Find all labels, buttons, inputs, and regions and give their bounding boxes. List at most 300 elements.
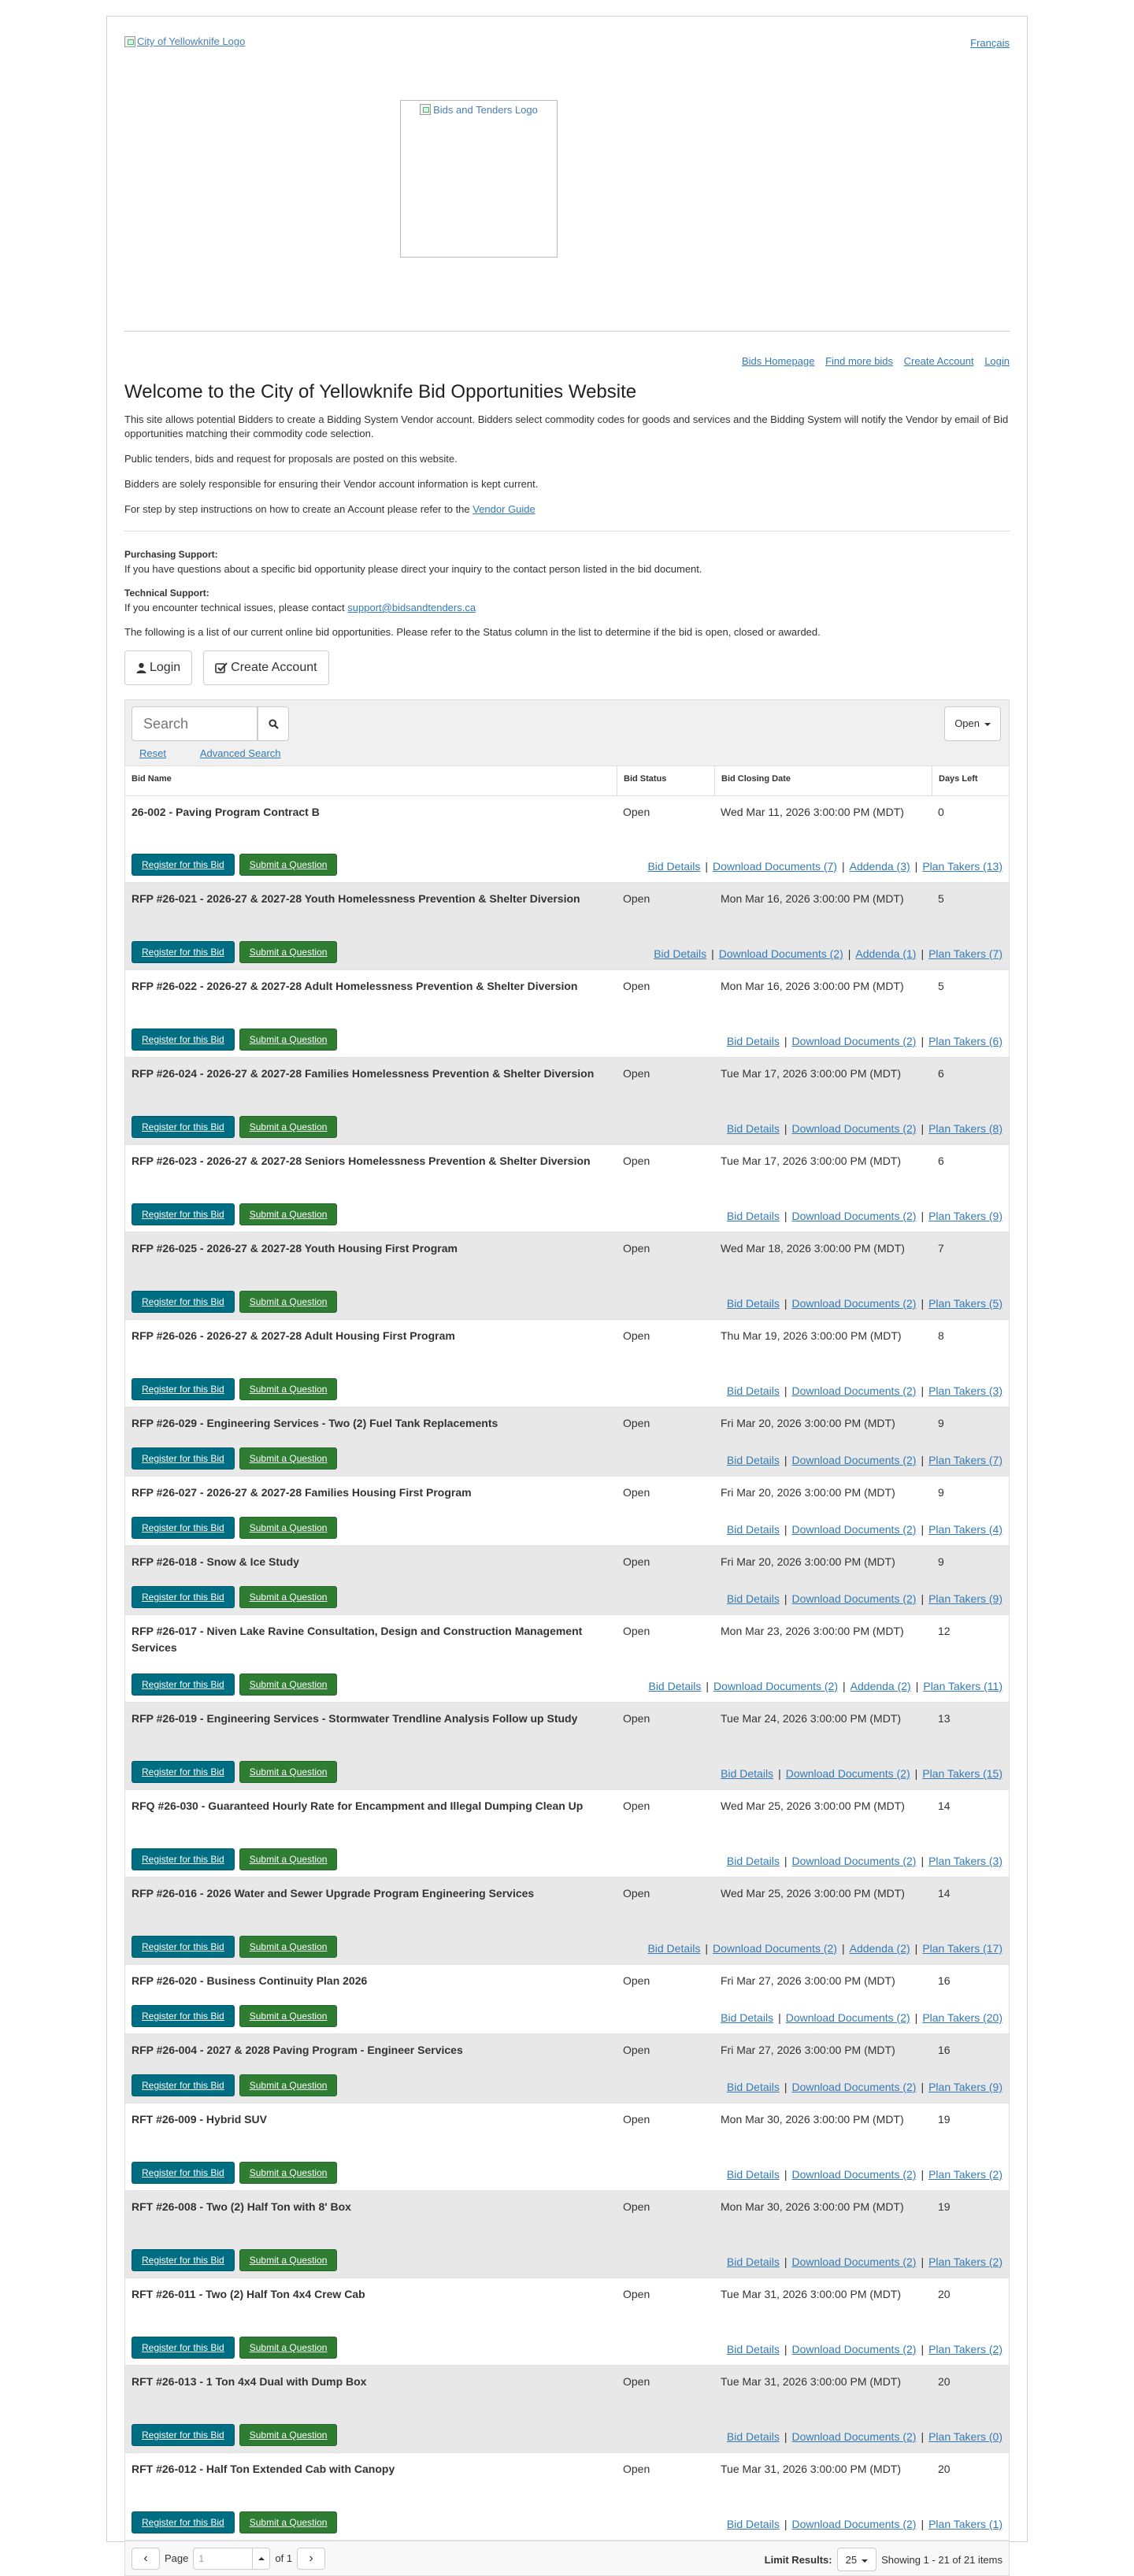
header-days-left[interactable]: Days Left xyxy=(932,766,1002,795)
register-for-bid-button[interactable]: Register for this Bid xyxy=(132,1029,235,1051)
submit-question-button[interactable]: Submit a Question xyxy=(239,2005,338,2027)
link-separator: | xyxy=(921,1122,925,1135)
link-separator: | xyxy=(914,2011,918,2024)
bid-details-link[interactable]: Bid Details xyxy=(647,860,701,873)
register-for-bid-button[interactable]: Register for this Bid xyxy=(132,1203,235,1225)
bid-actions xyxy=(132,854,337,876)
plan-takers-link[interactable]: Plan Takers (2) xyxy=(928,2343,1002,2355)
prev-page-button[interactable] xyxy=(132,2548,160,2570)
plan-takers-link[interactable]: Plan Takers (4) xyxy=(928,1523,1002,1536)
link-separator: | xyxy=(921,1297,925,1310)
bid-days-left: 16 xyxy=(938,1974,951,1987)
submit-question-button[interactable]: Submit a Question xyxy=(239,854,338,876)
technical-support-prefix: If you encounter technical issues, please contact xyxy=(124,602,348,613)
register-for-bid-button[interactable]: Register for this Bid xyxy=(132,2424,235,2446)
table-row xyxy=(125,1965,1009,2034)
bid-links xyxy=(727,2518,1002,2530)
login-button[interactable] xyxy=(124,650,192,685)
bid-days-left: 19 xyxy=(938,2200,951,2213)
bid-days-left: 12 xyxy=(938,1625,951,1637)
status-filter-dropdown[interactable] xyxy=(944,706,1001,741)
download-documents-link[interactable]: Download Documents (2) xyxy=(791,2343,917,2355)
city-logo-link[interactable] xyxy=(124,35,245,47)
bid-name: RFP #26-027 - 2026-27 & 2027-28 Families Housing First Program xyxy=(132,1486,472,1499)
bid-days-left: 20 xyxy=(938,2375,951,2388)
link-separator: | xyxy=(784,2343,788,2355)
bid-details-link[interactable]: Bid Details xyxy=(726,1035,780,1047)
plan-takers-link[interactable]: Plan Takers (13) xyxy=(922,860,1002,873)
top-nav xyxy=(124,355,1010,367)
create-account-button-label: Create Account xyxy=(231,661,317,674)
plan-takers-link[interactable]: Plan Takers (9) xyxy=(928,1210,1002,1222)
bid-status: Open xyxy=(623,1799,650,1812)
link-separator: | xyxy=(778,2011,781,2024)
bid-details-link[interactable]: Bid Details xyxy=(726,2430,780,2443)
page-label: Page xyxy=(165,2552,189,2564)
link-separator: | xyxy=(921,1210,925,1222)
bid-name: RFT #26-009 - Hybrid SUV xyxy=(132,2113,267,2126)
bid-closing-date: Mon Mar 30, 2026 3:00:00 PM (MDT) xyxy=(721,2113,904,2126)
table-row xyxy=(125,1703,1009,1790)
intro-paragraph-4 xyxy=(124,502,1010,517)
create-account-button[interactable] xyxy=(203,650,328,685)
bid-closing-date: Fri Mar 20, 2026 3:00:00 PM (MDT) xyxy=(721,1417,895,1429)
bid-name: RFP #26-026 - 2026-27 & 2027-28 Adult Housing First Program xyxy=(132,1329,455,1342)
bid-actions xyxy=(132,1673,337,1696)
bid-days-left: 6 xyxy=(938,1155,944,1167)
bid-details-link[interactable]: Bid Details xyxy=(726,1454,780,1466)
link-separator: | xyxy=(705,860,708,873)
bid-links xyxy=(727,2343,1002,2355)
nav-bids-homepage[interactable]: Bids Homepage xyxy=(741,355,815,367)
bid-closing-date: Mon Mar 16, 2026 3:00:00 PM (MDT) xyxy=(721,980,904,992)
status-filter-value: Open xyxy=(954,717,980,729)
bid-name: RFP #26-018 - Snow & Ice Study xyxy=(132,1555,299,1568)
link-separator: | xyxy=(921,1592,925,1605)
link-separator: | xyxy=(914,1942,918,1955)
bid-links xyxy=(727,1210,1002,1222)
table-row xyxy=(125,1232,1009,1320)
register-for-bid-button[interactable]: Register for this Bid xyxy=(132,1936,235,1958)
link-separator: | xyxy=(921,1384,925,1397)
bid-name: RFT #26-008 - Two (2) Half Ton with 8' Box xyxy=(132,2200,351,2213)
bid-name: 26-002 - Paving Program Contract B xyxy=(132,806,320,818)
bid-links xyxy=(727,1297,1002,1310)
submit-question-button[interactable]: Submit a Question xyxy=(239,1586,338,1608)
bid-list-intro: The following is a list of our current online bid opportunities. Please refer to the Status column in the list to determine if the bid is open, closed or awarded. xyxy=(124,626,821,638)
vendor-guide-prefix: For step by step instructions on how to create an Account please refer to the xyxy=(124,503,473,515)
plan-takers-link[interactable]: Plan Takers (8) xyxy=(928,1122,1002,1135)
download-documents-link[interactable]: Download Documents (2) xyxy=(791,1523,917,1536)
submit-question-button[interactable]: Submit a Question xyxy=(239,1447,338,1470)
link-separator: | xyxy=(921,1454,925,1466)
bid-actions xyxy=(132,2249,337,2271)
submit-question-button[interactable]: Submit a Question xyxy=(239,1517,338,1539)
link-separator: | xyxy=(841,1942,845,1955)
bid-details-link[interactable]: Bid Details xyxy=(726,2168,780,2181)
limit-results-label: Limit Results: xyxy=(764,2553,832,2566)
register-for-bid-button[interactable]: Register for this Bid xyxy=(132,2005,235,2027)
bid-actions xyxy=(132,1447,337,1470)
bid-actions xyxy=(132,1029,337,1051)
bid-name: RFT #26-012 - Half Ton Extended Cab with Canopy xyxy=(132,2463,395,2475)
link-separator: | xyxy=(784,1523,788,1536)
table-row xyxy=(125,1477,1009,1546)
download-documents-link[interactable]: Download Documents (2) xyxy=(785,2011,910,2024)
pager-right xyxy=(765,2548,1002,2571)
register-for-bid-button[interactable]: Register for this Bid xyxy=(132,2511,235,2533)
bid-days-left: 9 xyxy=(938,1555,944,1568)
link-separator: | xyxy=(784,1297,788,1310)
table-row xyxy=(125,2034,1009,2103)
plan-takers-link[interactable]: Plan Takers (2) xyxy=(928,2255,1002,2268)
addenda-link[interactable]: Addenda (2) xyxy=(850,1680,911,1692)
register-for-bid-button[interactable]: Register for this Bid xyxy=(132,1517,235,1539)
bid-details-link[interactable]: Bid Details xyxy=(726,1210,780,1222)
plan-takers-link[interactable]: Plan Takers (5) xyxy=(928,1297,1002,1310)
plan-takers-link[interactable]: Plan Takers (15) xyxy=(922,1767,1002,1780)
plan-takers-link[interactable]: Plan Takers (0) xyxy=(928,2430,1002,2443)
bid-name: RFP #26-025 - 2026-27 & 2027-28 Youth Housing First Program xyxy=(132,1242,458,1255)
bid-status: Open xyxy=(623,1067,650,1080)
submit-question-button[interactable]: Submit a Question xyxy=(239,2511,338,2533)
register-for-bid-button[interactable]: Register for this Bid xyxy=(132,1761,235,1783)
submit-question-button[interactable]: Submit a Question xyxy=(239,1029,338,1051)
bid-closing-date: Wed Mar 25, 2026 3:00:00 PM (MDT) xyxy=(721,1887,905,1900)
addenda-link[interactable]: Addenda (2) xyxy=(849,1942,910,1955)
bid-days-left: 13 xyxy=(938,1712,951,1725)
bid-days-left: 5 xyxy=(938,980,944,992)
download-documents-link[interactable]: Download Documents (2) xyxy=(713,1680,839,1692)
edit-check-icon xyxy=(215,662,228,674)
bid-links xyxy=(727,2430,1002,2443)
limit-results-dropdown[interactable] xyxy=(837,2548,876,2571)
plan-takers-link[interactable]: Plan Takers (2) xyxy=(928,2168,1002,2181)
bid-actions xyxy=(132,1116,337,1138)
city-logo-alt-text: City of Yellowknife Logo xyxy=(137,35,246,47)
bid-days-left: 9 xyxy=(938,1486,944,1499)
bid-actions xyxy=(132,1761,337,1783)
table-row xyxy=(125,883,1009,970)
bid-closing-date: Mon Mar 23, 2026 3:00:00 PM (MDT) xyxy=(721,1625,904,1637)
register-for-bid-button[interactable]: Register for this Bid xyxy=(132,2162,235,2184)
bid-details-link[interactable]: Bid Details xyxy=(726,2255,780,2268)
bid-details-link[interactable]: Bid Details xyxy=(726,1297,780,1310)
bid-links xyxy=(727,2255,1002,2268)
submit-question-button[interactable]: Submit a Question xyxy=(239,1203,338,1225)
submit-question-button[interactable]: Submit a Question xyxy=(239,1673,338,1696)
search-icon xyxy=(269,719,279,729)
bid-links xyxy=(727,2081,1002,2093)
bid-actions xyxy=(132,2162,337,2184)
table-row xyxy=(125,1877,1009,1965)
page-spinner[interactable] xyxy=(253,2548,270,2570)
bid-status: Open xyxy=(623,806,650,818)
page-container xyxy=(106,16,1028,2566)
download-documents-link[interactable]: Download Documents (2) xyxy=(791,2430,917,2443)
page-title: Welcome to the City of Yellowknife Bid Opportunities Website xyxy=(124,381,637,402)
bid-days-left: 5 xyxy=(938,892,944,905)
showing-count: Showing 1 - 21 of 21 items xyxy=(881,2553,1002,2566)
table-row xyxy=(125,1546,1009,1615)
language-toggle-link[interactable]: Français xyxy=(970,37,1010,49)
download-documents-link[interactable]: Download Documents (2) xyxy=(785,1767,910,1780)
download-documents-link[interactable]: Download Documents (7) xyxy=(713,860,837,873)
bid-closing-date: Wed Mar 18, 2026 3:00:00 PM (MDT) xyxy=(721,1242,905,1255)
plan-takers-link[interactable]: Plan Takers (20) xyxy=(922,2011,1002,2024)
download-documents-link[interactable]: Download Documents (2) xyxy=(791,1210,917,1222)
bid-closing-date: Tue Mar 31, 2026 3:00:00 PM (MDT) xyxy=(721,2463,902,2475)
download-documents-link[interactable]: Download Documents (2) xyxy=(791,1297,917,1310)
download-documents-link[interactable]: Download Documents (2) xyxy=(791,1384,917,1397)
divider xyxy=(124,531,1010,532)
table-row xyxy=(125,1145,1009,1232)
link-separator: | xyxy=(778,1767,781,1780)
plan-takers-link[interactable]: Plan Takers (11) xyxy=(923,1680,1002,1692)
bid-status: Open xyxy=(623,2375,650,2388)
support-email-link[interactable]: support@bidsandtenders.ca xyxy=(347,602,476,613)
bid-days-left: 20 xyxy=(938,2463,951,2475)
bid-details-link[interactable]: Bid Details xyxy=(654,947,707,960)
bid-links xyxy=(727,2168,1002,2181)
technical-support-text xyxy=(124,602,1010,613)
intro-paragraph-1: This site allows potential Bidders to create a Bidding System Vendor account. Bidders select commodity codes for goods and services and the Bidding System will notify the Vendor by email of Bid opportunities matching their commodity code selection. xyxy=(124,413,1009,439)
bid-closing-date: Wed Mar 11, 2026 3:00:00 PM (MDT) xyxy=(721,806,904,818)
submit-question-button[interactable]: Submit a Question xyxy=(239,2424,338,2446)
download-documents-link[interactable]: Download Documents (2) xyxy=(713,1942,837,1955)
bid-links xyxy=(727,1035,1002,1047)
bid-status: Open xyxy=(623,1974,650,1987)
table-header-row xyxy=(125,766,1009,796)
caret-down-icon xyxy=(862,2559,868,2563)
register-for-bid-button[interactable]: Register for this Bid xyxy=(132,2337,235,2359)
link-separator: | xyxy=(921,2518,925,2530)
bid-closing-date: Mon Mar 30, 2026 3:00:00 PM (MDT) xyxy=(721,2200,904,2213)
register-for-bid-button[interactable]: Register for this Bid xyxy=(132,1378,235,1400)
submit-question-button[interactable]: Submit a Question xyxy=(239,2074,338,2096)
bid-status: Open xyxy=(623,1555,650,1568)
register-for-bid-button[interactable]: Register for this Bid xyxy=(132,1291,235,1313)
bid-details-link[interactable]: Bid Details xyxy=(726,2343,780,2355)
download-documents-link[interactable]: Download Documents (2) xyxy=(791,1592,917,1605)
bid-links xyxy=(648,1680,1002,1692)
download-documents-link[interactable]: Download Documents (2) xyxy=(791,2518,917,2530)
bid-details-link[interactable]: Bid Details xyxy=(648,1680,702,1692)
bid-details-link[interactable]: Bid Details xyxy=(726,1592,780,1605)
link-separator: | xyxy=(843,1680,846,1692)
header-bid-status[interactable]: Bid Status xyxy=(617,766,714,795)
link-separator: | xyxy=(784,2168,788,2181)
bid-status: Open xyxy=(623,2044,650,2056)
bid-actions xyxy=(132,2511,337,2533)
bid-details-link[interactable]: Bid Details xyxy=(726,1523,780,1536)
bid-status: Open xyxy=(623,2288,650,2300)
nav-login[interactable]: Login xyxy=(984,355,1010,367)
submit-question-button[interactable]: Submit a Question xyxy=(239,1761,338,1783)
download-documents-link[interactable]: Download Documents (2) xyxy=(791,1122,917,1135)
register-for-bid-button[interactable]: Register for this Bid xyxy=(132,1586,235,1608)
bid-days-left: 19 xyxy=(938,2113,951,2126)
limit-value: 25 xyxy=(845,2554,858,2566)
bid-closing-date: Tue Mar 17, 2026 3:00:00 PM (MDT) xyxy=(721,1155,902,1167)
register-for-bid-button[interactable]: Register for this Bid xyxy=(132,1116,235,1138)
technical-support-title: Technical Support: xyxy=(124,587,209,599)
plan-takers-link[interactable]: Plan Takers (17) xyxy=(922,1942,1002,1955)
bid-status: Open xyxy=(623,2200,650,2213)
register-for-bid-button[interactable]: Register for this Bid xyxy=(132,1848,235,1870)
bid-details-link[interactable]: Bid Details xyxy=(647,1942,701,1955)
bid-closing-date: Tue Mar 17, 2026 3:00:00 PM (MDT) xyxy=(721,1067,902,1080)
bid-closing-date: Thu Mar 19, 2026 3:00:00 PM (MDT) xyxy=(721,1329,902,1342)
link-separator: | xyxy=(784,1384,788,1397)
plan-takers-link[interactable]: Plan Takers (7) xyxy=(928,1454,1002,1466)
bid-name: RFP #26-022 - 2026-27 & 2027-28 Adult Homelessness Prevention & Shelter Diversion xyxy=(132,980,578,992)
download-documents-link[interactable]: Download Documents (2) xyxy=(791,2255,917,2268)
table-row xyxy=(125,1790,1009,1877)
link-separator: | xyxy=(784,2255,788,2268)
bid-links xyxy=(727,1592,1002,1605)
submit-question-button[interactable]: Submit a Question xyxy=(239,2162,338,2184)
bid-details-link[interactable]: Bid Details xyxy=(726,1855,780,1867)
bid-actions xyxy=(132,1586,337,1608)
bid-details-link[interactable]: Bid Details xyxy=(726,1384,780,1397)
plan-takers-link[interactable]: Plan Takers (9) xyxy=(928,2081,1002,2093)
bid-actions xyxy=(132,1203,337,1225)
link-separator: | xyxy=(921,1035,925,1047)
bid-closing-date: Tue Mar 24, 2026 3:00:00 PM (MDT) xyxy=(721,1712,902,1725)
page-number-input[interactable] xyxy=(193,2548,253,2570)
next-page-button[interactable] xyxy=(297,2548,325,2570)
register-for-bid-button[interactable]: Register for this Bid xyxy=(132,1673,235,1696)
download-documents-link[interactable]: Download Documents (2) xyxy=(791,1035,917,1047)
addenda-link[interactable]: Addenda (3) xyxy=(849,860,910,873)
submit-question-button[interactable]: Submit a Question xyxy=(239,1848,338,1870)
bids-and-tenders-logo xyxy=(400,100,558,258)
vendor-guide-link[interactable]: Vendor Guide xyxy=(472,503,536,515)
bid-status: Open xyxy=(623,980,650,992)
bid-closing-date: Fri Mar 20, 2026 3:00:00 PM (MDT) xyxy=(721,1555,895,1568)
page-of-label: of 1 xyxy=(275,2552,293,2564)
bid-name: RFP #26-021 - 2026-27 & 2027-28 Youth Homelessness Prevention & Shelter Diversion xyxy=(132,892,580,905)
table-row xyxy=(125,2366,1009,2453)
table-row xyxy=(125,2191,1009,2278)
link-separator: | xyxy=(921,1523,925,1536)
bid-details-link[interactable]: Bid Details xyxy=(726,1122,780,1135)
header-bid-name[interactable]: Bid Name xyxy=(132,774,172,784)
bid-details-link[interactable]: Bid Details xyxy=(721,2011,774,2024)
link-separator: | xyxy=(784,1210,788,1222)
intro-paragraph-3: Bidders are solely responsible for ensuring their Vendor account information is kept current. xyxy=(124,478,539,490)
link-separator: | xyxy=(784,2430,788,2443)
table-row xyxy=(125,1407,1009,1477)
chevron-right-icon: › xyxy=(309,2551,313,2565)
download-documents-link[interactable]: Download Documents (2) xyxy=(791,2168,917,2181)
submit-question-button[interactable]: Submit a Question xyxy=(239,1378,338,1400)
register-for-bid-button[interactable]: Register for this Bid xyxy=(132,2074,235,2096)
register-for-bid-button[interactable]: Register for this Bid xyxy=(132,2249,235,2271)
submit-question-button[interactable]: Submit a Question xyxy=(239,1291,338,1313)
bid-name: RFP #26-020 - Business Continuity Plan 2026 xyxy=(132,1974,368,1987)
plan-takers-link[interactable]: Plan Takers (7) xyxy=(928,947,1002,960)
download-documents-link[interactable]: Download Documents (2) xyxy=(718,947,843,960)
submit-question-button[interactable]: Submit a Question xyxy=(239,1116,338,1138)
bid-name: RFP #26-029 - Engineering Services - Two (2) Fuel Tank Replacements xyxy=(132,1417,498,1429)
reset-search-link[interactable]: Reset xyxy=(139,747,166,759)
link-separator: | xyxy=(914,1767,918,1780)
table-row xyxy=(125,970,1009,1058)
bids-logo-alt-text: Bids and Tenders Logo xyxy=(433,104,538,116)
bid-status: Open xyxy=(623,1329,650,1342)
download-documents-link[interactable]: Download Documents (2) xyxy=(791,1855,917,1867)
addenda-link[interactable]: Addenda (1) xyxy=(855,947,917,960)
bid-actions xyxy=(132,2005,337,2027)
bid-name: RFP #26-017 - Niven Lake Ravine Consultation, Design and Construction Management Services xyxy=(132,1625,583,1654)
link-separator: | xyxy=(841,860,845,873)
bid-days-left: 14 xyxy=(938,1887,951,1900)
register-for-bid-button[interactable]: Register for this Bid xyxy=(132,941,235,963)
link-separator: | xyxy=(921,2343,925,2355)
chevron-left-icon: ‹ xyxy=(143,2551,148,2565)
download-documents-link[interactable]: Download Documents (2) xyxy=(791,2081,917,2093)
plan-takers-link[interactable]: Plan Takers (6) xyxy=(928,1035,1002,1047)
bid-details-link[interactable]: Bid Details xyxy=(726,2081,780,2093)
link-separator: | xyxy=(921,2430,925,2443)
bid-details-link[interactable]: Bid Details xyxy=(721,1767,774,1780)
bid-details-link[interactable]: Bid Details xyxy=(726,2518,780,2530)
link-separator: | xyxy=(847,947,851,960)
bid-links xyxy=(721,2011,1002,2024)
search-bar xyxy=(125,700,1009,766)
plan-takers-link[interactable]: Plan Takers (3) xyxy=(928,1855,1002,1867)
bid-name: RFP #26-023 - 2026-27 & 2027-28 Seniors Homelessness Prevention & Shelter Diversion xyxy=(132,1155,591,1167)
bid-links xyxy=(721,1767,1002,1780)
header-closing-date[interactable]: Bid Closing Date xyxy=(714,766,932,795)
submit-question-button[interactable]: Submit a Question xyxy=(239,1936,338,1958)
bid-actions xyxy=(132,1517,337,1539)
link-separator: | xyxy=(914,860,918,873)
search-input[interactable] xyxy=(132,706,258,741)
bid-actions xyxy=(132,1378,337,1400)
download-documents-link[interactable]: Download Documents (2) xyxy=(791,1454,917,1466)
register-for-bid-button[interactable]: Register for this Bid xyxy=(132,854,235,876)
bid-closing-date: Tue Mar 31, 2026 3:00:00 PM (MDT) xyxy=(721,2375,902,2388)
plan-takers-link[interactable]: Plan Takers (3) xyxy=(928,1384,1002,1397)
bid-results-panel xyxy=(124,699,1010,2576)
link-separator: | xyxy=(784,1454,788,1466)
table-row xyxy=(125,2453,1009,2541)
purchasing-support-title: Purchasing Support: xyxy=(124,549,218,560)
bid-closing-date: Mon Mar 16, 2026 3:00:00 PM (MDT) xyxy=(721,892,904,905)
submit-question-button[interactable]: Submit a Question xyxy=(239,2337,338,2359)
bid-closing-date: Tue Mar 31, 2026 3:00:00 PM (MDT) xyxy=(721,2288,902,2300)
nav-create-account[interactable]: Create Account xyxy=(903,355,974,367)
bid-days-left: 16 xyxy=(938,2044,951,2056)
table-row xyxy=(125,1320,1009,1407)
register-for-bid-button[interactable]: Register for this Bid xyxy=(132,1447,235,1470)
advanced-search-link[interactable]: Advanced Search xyxy=(199,747,281,759)
plan-takers-link[interactable]: Plan Takers (1) xyxy=(928,2518,1002,2530)
bid-links xyxy=(727,1855,1002,1867)
submit-question-button[interactable]: Submit a Question xyxy=(239,941,338,963)
plan-takers-link[interactable]: Plan Takers (9) xyxy=(928,1592,1002,1605)
bid-days-left: 14 xyxy=(938,1799,951,1812)
search-links xyxy=(139,747,313,759)
table-row xyxy=(125,796,1009,883)
broken-image-icon xyxy=(420,104,431,115)
submit-question-button[interactable]: Submit a Question xyxy=(239,2249,338,2271)
search-button[interactable] xyxy=(258,706,289,741)
nav-find-more-bids[interactable]: Find more bids xyxy=(825,355,894,367)
